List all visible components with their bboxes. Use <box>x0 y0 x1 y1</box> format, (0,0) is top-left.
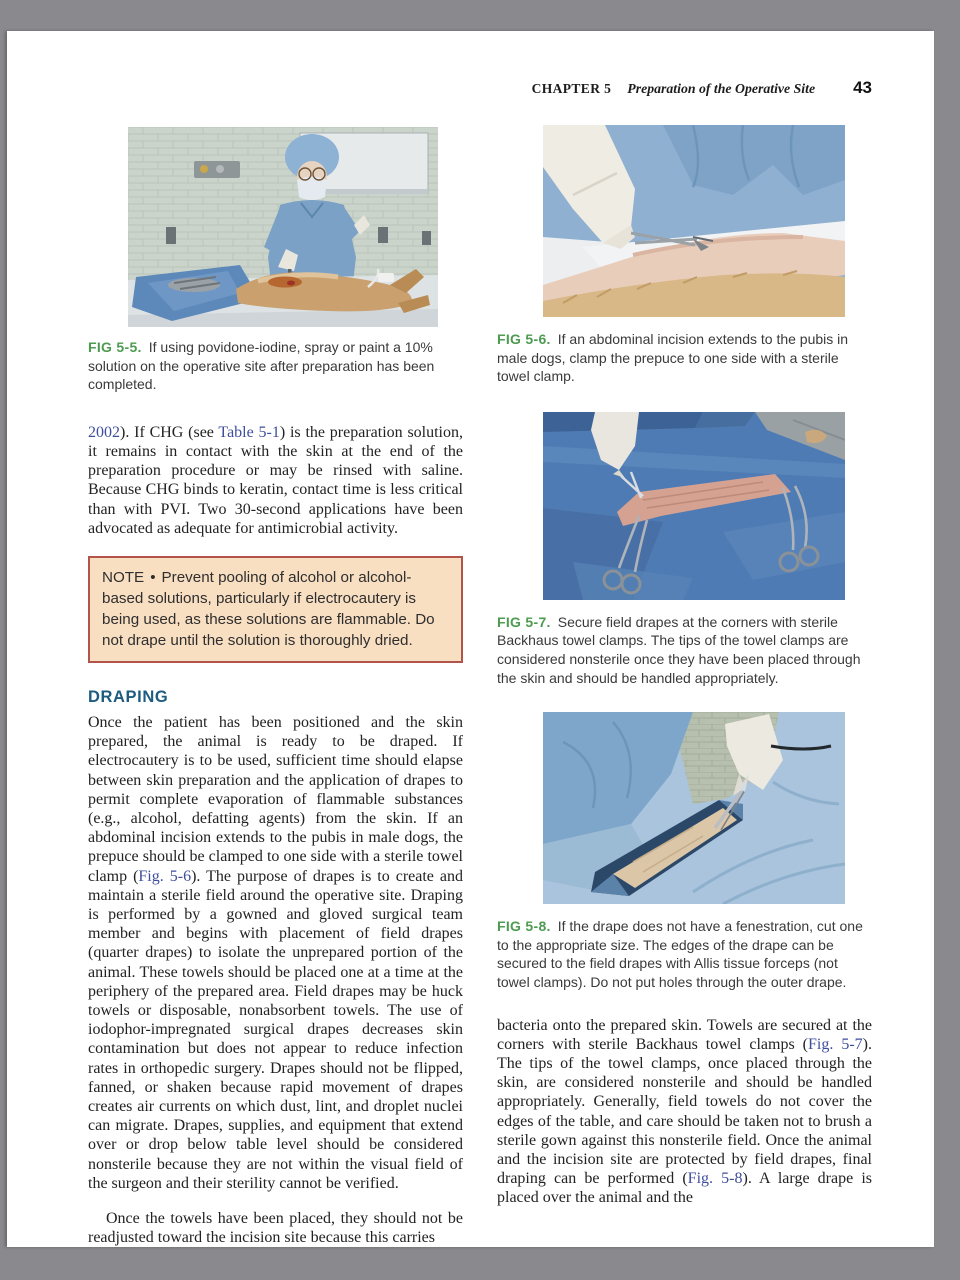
paragraph-bacteria-text-1: bacteria onto the prepared skin. Towels are secured at the corners with sterile Backhaus towel clamps ( <box>497 1016 872 1053</box>
fig-5-6-caption <box>497 330 872 386</box>
paragraph-chg-text-2: ) is the preparation solution, it remains in contact with the skin at the end of the preparation procedure or may be rinsed with saline. Because CHG binds to keratin, contact time is less critical than with PVI. Two 30-second applications have been advocated as adequate for antimicrobial activity. <box>88 423 464 537</box>
fig-5-6-link[interactable]: Fig. 5-6 <box>138 867 192 885</box>
right-column <box>497 125 872 1224</box>
fig-5-7-link[interactable]: Fig. 5-7 <box>808 1035 863 1053</box>
page-number: 43 <box>853 78 872 97</box>
fig-5-8-link[interactable]: Fig. 5-8 <box>687 1170 743 1188</box>
paragraph-bacteria <box>497 1016 872 1208</box>
fig-5-5-caption <box>88 338 463 394</box>
paragraph-draping-text-2: ). The purpose of drapes is to create and maintain a sterile field around the operative site. Draping is performed by a gowned and gloved surgical team member and begins with placement of field drapes (quarter drapes) to isolate the unprepared portion of the animal. These towels should be placed one at a time at the periphery of the prepared area. Field drapes may be huck towels or disposable, nonabsorbent towels. The use of iodophor-impregnated surgical drapes decreases skin contamination but does not appear to reduce infection rates in orthopedic surgery. Drapes should not be flipped, fanned, or shaken because rapid movement of drapes creates air currents on which dust, lint, and droplet nuclei can migrate. Drapes, supplies, and equipment that extend over or drop below table level should be considered nonsterile because they are not within the visual field of the surgeon and their sterility cannot be verified. <box>88 867 463 1192</box>
paragraph-chg-text-1: ). If CHG (see <box>120 423 219 441</box>
note-label: NOTE <box>102 569 145 586</box>
paragraph-bacteria-text-3: ). A large drape is placed over the animal and the <box>497 1170 873 1207</box>
running-header <box>7 78 872 98</box>
fig-5-6-label: FIG 5-6. <box>497 331 551 347</box>
paragraph-bacteria-text-2: ). The tips of the towel clamps, once placed through the skin, are considered nonsterile and should be handled appropriately. Generally, field towels do not cover the edges of the table, and care should be taken not to brush a sterile gown against this nonsterile field. Once the animal and the incision site are protected by field drapes, final draping can be performed ( <box>497 1035 872 1188</box>
fig-5-7-caption <box>497 613 872 687</box>
fig-5-8-caption-text: If the drape does not have a fenestration, cut one to the appropriate size. The edges of the drape can be secured to the field drapes with Allis tissue forceps (not towel clamps). Do not put holes through the outer drape. <box>497 918 863 990</box>
fig-5-7-label: FIG 5-7. <box>497 613 551 630</box>
fig-5-5-label: FIG 5-5. <box>88 339 142 355</box>
fig-5-7-photo <box>543 412 845 600</box>
section-heading-draping: DRAPING <box>88 688 169 706</box>
citation-2002-link[interactable]: 2002 <box>88 423 120 441</box>
note-text: Prevent pooling of alcohol or alcohol-based solutions, particularly if electrocautery is being used, as these solutions are flammable. Do not drape until the solution is thoroughly dried. <box>102 569 435 649</box>
book-page <box>7 31 934 1247</box>
paragraph-draping-text-1: Once the patient has been positioned and the skin prepared, the animal is ready to be draped. If electrocautery is to be used, sufficient time should elapse between skin preparation and the application of drapes to permit complete evaporation of flammable substances (e.g., alcohol, defatting agents) from the skin. If an abdominal incision extends to the pubis in male dogs, the prepuce should be clamped to one side with a sterile towel clamp ( <box>88 714 463 885</box>
chapter-number: CHAPTER 5 <box>531 81 612 96</box>
table-5-1-link[interactable]: Table 5-1 <box>218 423 280 441</box>
fig-5-8-label: FIG 5-8. <box>497 918 551 935</box>
fig-5-8-photo <box>543 712 845 904</box>
fig-5-6-photo <box>543 125 845 317</box>
fig-5-5-photo <box>128 127 438 327</box>
fig-5-7-caption-text: Secure field drapes at the corners with sterile Backhaus towel clamps. The tips of the towel clamps are considered nonsterile once they have been placed through the skin and should be handled appropriately. <box>497 613 861 686</box>
paragraph-towels: Once the towels have been placed, they should not be readjusted toward the incision site because this carries <box>88 1210 463 1247</box>
paragraph-chg <box>88 423 463 538</box>
fig-5-5-caption-text: If using povidone-iodine, spray or paint a 10% solution on the operative site after preparation has been completed. <box>88 339 435 393</box>
chapter-title: Preparation of the Operative Site <box>627 81 816 96</box>
note-box <box>88 556 463 663</box>
fig-5-8-caption <box>497 917 872 991</box>
left-column <box>88 127 463 1263</box>
paragraph-draping <box>88 713 463 1193</box>
note-bullet: • <box>150 569 156 586</box>
fig-5-6-caption-text: If an abdominal incision extends to the pubis in male dogs, clamp the prepuce to one side with a sterile towel clamp. <box>497 331 849 385</box>
